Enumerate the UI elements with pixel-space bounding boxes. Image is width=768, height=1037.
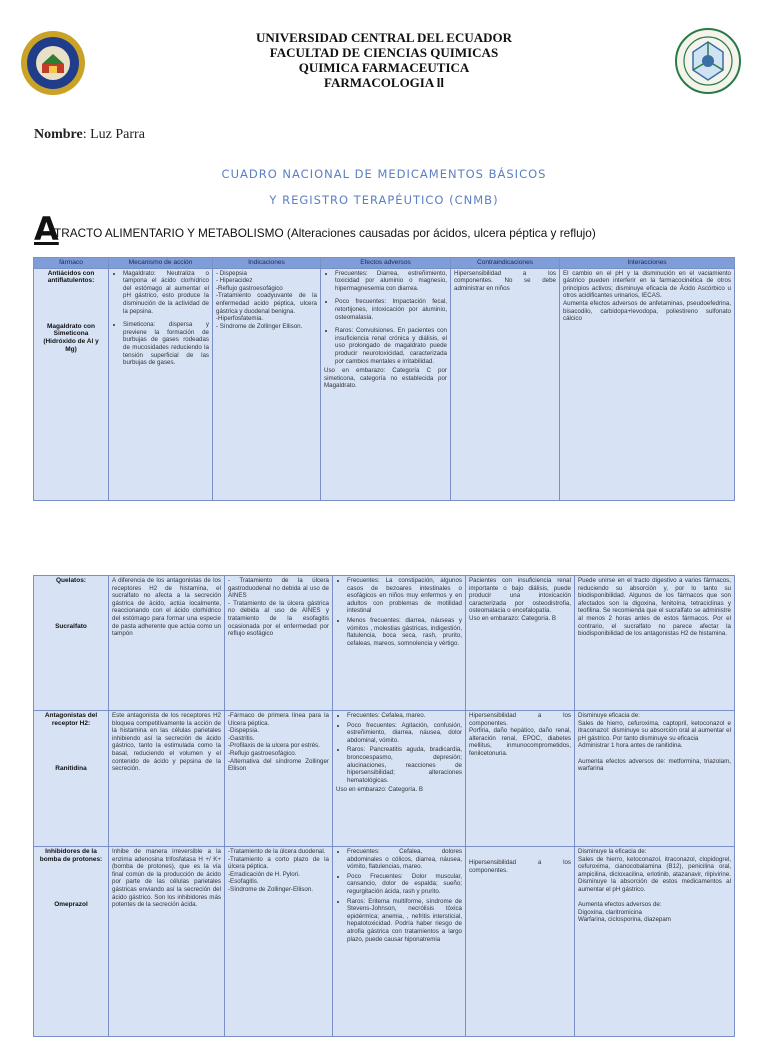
- mechanism-cell: [109, 711, 225, 847]
- mechanism-cell: [109, 847, 225, 1037]
- student-name: [34, 127, 145, 143]
- table-row: [34, 847, 735, 1037]
- mechanism-cell: [109, 268, 213, 500]
- drug-name: Omeprazol: [54, 901, 88, 909]
- list-item: • Raros: Pancreatitis aguda, bradicardia, broncoespasmo, depresión; alucinaciones, reacciones de hipersensibilidad; alteraciones hematológicas.: [347, 746, 462, 784]
- list-item: • Raros: Eritema multiforme, síndrome de Stevens-Johnson, necrólisis tóxica epidérmica; anemia, , nefritis intersticial, hepatotoxicidad. Podría haber riesgo de atrofia gástrica con tratamientos a largo plazo, puede causar hiponatremia: [347, 898, 462, 944]
- drug-cell: [34, 268, 109, 500]
- interactions-cell: [575, 576, 735, 711]
- col-header: Contraindicaciones: [451, 258, 560, 269]
- adverse-effects-cell: [333, 576, 466, 711]
- pregnancy-note: Uso en embarazo: Categoría. B: [336, 786, 424, 794]
- interactions-text: Puede unirse en el tracto digestivo a varios fármacos, reduciendo su absorción y, por lo tanto su biodisponibilidad. Algunos de los fármacos que son afectados son la digoxina, fenitoína, tetraciclinas y teofilina. Se recomienda que el sucralfato se administre al menos 2 horas antes de estos fármacos. Por el contrario, el sucralfato no parece afectar la biodisponibilidad de los antagonistas H2 de histamina.: [578, 577, 731, 638]
- table-row: [34, 576, 735, 711]
- contraindications-cell: [466, 576, 575, 711]
- adverse-effects-cell: [333, 711, 466, 847]
- drug-group: Antiácidos con antiflatulentos:: [47, 269, 95, 285]
- section-heading: [34, 210, 734, 248]
- contraindications-text: Hipersensibilidad a los componentes.: [469, 859, 571, 874]
- section-title: TRACTO ALIMENTARIO Y METABOLISMO (Alteraciones causadas por ácidos, ulcera péptica y reflujo): [54, 226, 596, 240]
- indications-text: -Fármaco de primera línea para la Ulcera péptica. -Dispepsia. -Gastritis. -Profilaxis de la ulcera por estrés. -Reflujo gastroesofágico. -Alternativa del síndrome Zollinger Ellison: [228, 712, 329, 773]
- col-header: Indicaciones: [213, 258, 321, 269]
- drug-cell: [34, 576, 109, 711]
- list-item: • Frecuentes: Cefalea, mareo.: [347, 712, 462, 720]
- interactions-text: El cambio en el pH y la disminución en el vaciamiento gástrico pueden interferir en la farmacocinética de otros principios activos; disminuye eficacia de Ácido Ascórbico u otros acidificantes urinarios, IECAS. Aumenta efectos adversos de anfetaminas, pseudoefedrina, bisacodilo, carbidopa+levodopa, poliestireno sulfonato cálcico: [563, 269, 731, 323]
- table-row: [34, 711, 735, 847]
- list-item: • Frecuentes: Diarrea, estreñimiento, toxicidad por aluminio o magnesio, hipermagnesemia con diarrea.: [335, 270, 447, 293]
- list-item: • Magaldrato: Neutraliza o tampona el ácido clorhídrico del estómago al aumentar el pH gástrico, esto produce la disminución de la actividad de la pepsina.: [123, 270, 209, 316]
- drug-cell: [34, 711, 109, 847]
- drug-cell: [34, 847, 109, 1037]
- drug-name: Ranitidina: [55, 765, 87, 773]
- indications-cell: [225, 576, 333, 711]
- indications-cell: [213, 268, 321, 500]
- drug-table-1: [33, 257, 735, 501]
- adverse-effects-cell: [321, 268, 451, 500]
- header-subject: FARMACOLOGIA ll: [323, 75, 444, 90]
- contraindications-cell: [466, 847, 575, 1037]
- interactions-text: Disminuye la eficacia de: Sales de hierro, ketoconazol, itraconazol, clopidogrel, cefuroxima, cianocobalamina (B12), penicilina oral, ampicilina, dicloxacilina, erlotinib, atazanavir, rilpivirine. Disminuye la absorción de estos medicamentos al aumentar el pH gástrico. Aumenta efectos adversos de: Digoxina, claritromicina Warfarina, ciclosporina, diazepam: [578, 848, 731, 924]
- indications-text: -Tratamiento de la úlcera duodenal. -Tratamiento a corto plazo de la úlcera péptica. -Erradicación de H. Pylori. -Esofagitis. -Síndrome de Zollinger-Ellison.: [228, 848, 329, 893]
- list-item: • Frecuentes: Cefalea, dolores abdominales o cólicos, diarrea, náusea, vómito, flatulencias, mareo.: [347, 848, 462, 871]
- list-item: • Poco frecuentes: Impactación fecal, retortijones, intoxicación por aluminio, osteomalasia.: [335, 298, 447, 321]
- list-item: • Simeticona: dispersa y previene la formación de burbujas de gases rodeadas de mucosidades reduciendo la tensión superficial de las burbujas de gases.: [123, 321, 209, 367]
- contraindications-text: Hipersensibilidad a los componentes. Porfiria, daño hepático, daño renal, alteración renal, EPOC, diabetes mellitus, inmunocomprometidos, fenilcetonuria.: [469, 712, 571, 757]
- drug-table-2: [33, 575, 735, 1037]
- contraindications-cell: [451, 268, 560, 500]
- interactions-cell: [575, 847, 735, 1037]
- contraindications-text: Pacientes con insuficiencia renal importante o bajo diálisis, puede producir una intoxicación caracterizada por osteodistrofia, osteomalacia o encefalopatía. Uso en embarazo: Categoría. B: [469, 577, 571, 622]
- indications-text: - Tratamiento de la úlcera gastroduodenal no debida al uso de AINES - Tratamiento de la úlcera gástrica no debida al uso de AINES y tratamiento de la esofagitis ocasionada por el enfermedad por reflujo esofágico: [228, 577, 329, 638]
- pregnancy-note: Uso en embarazo: Categoría C por simeticona, categoría no establecida por Magaldrato.: [324, 367, 447, 390]
- mechanism-text: A diferencia de los antagonistas de los receptores H2 de histamina, el sucralfato no afecta a la secreción gástrica de ácido, actúa localmente, reaccionando con el ácido clorhídrico del estómago para formar una especie de pasta adherente que actúa como un tampón: [112, 577, 221, 638]
- drug-group: Quelatos:: [56, 577, 86, 584]
- table-header-row: [34, 258, 735, 269]
- mechanism-cell: [109, 576, 225, 711]
- drug-group: Antagonistas del receptor H2:: [44, 712, 98, 727]
- document-header: [0, 30, 768, 90]
- list-item: • Menos frecuentes: diarrea, náuseas y vómitos , molestias gástricas, indigestión, flatulencia, boca seca, rash, prurito, cefaleas, mareos, somnolencia y vértigo.: [347, 617, 462, 647]
- name-label: Nombre: [34, 127, 83, 142]
- document-title-line1: CUADRO NACIONAL DE MEDICAMENTOS BÁSICOS: [221, 167, 547, 181]
- list-item: • Poco frecuentes: Agitación, confusión, estreñimiento, diarrea, náusea, dolor abdominal, vómito.: [347, 722, 462, 745]
- interactions-cell: [560, 268, 735, 500]
- indications-cell: [225, 847, 333, 1037]
- adverse-effects-cell: [333, 847, 466, 1037]
- list-item: • Poco Frecuentes: Dolor muscular, cansancio, dolor de espalda; sueño; regurgitación ácida, rash y prurito.: [347, 873, 462, 896]
- col-header: fármaco: [34, 258, 109, 269]
- name-value: : Luz Parra: [82, 127, 145, 142]
- drug-name: Sucralfato: [55, 622, 87, 630]
- indications-cell: [225, 711, 333, 847]
- col-header: Mecanismo de acción: [109, 258, 213, 269]
- drug-group: Inhibidores de la bomba de protones:: [39, 848, 103, 863]
- header-career: QUIMICA FARMACEUTICA: [298, 60, 470, 75]
- header-faculty: FACULTAD DE CIENCIAS QUIMICAS: [269, 45, 499, 60]
- table-row: [34, 268, 735, 500]
- drug-name: Magaldrato con Simeticona (Hidróxido de Al y Mg): [43, 322, 99, 353]
- mechanism-text: Este antagonista de los receptores H2 bloquea competitivamente la acción de la histamina en las células parietales inhibiendo así la secreción de ácido gástrico, tanto la estimulada como la basal, reduciendo el volumen y el contenido de ácido y pepsina de la secreción.: [112, 712, 221, 773]
- list-item: • Raros: Convulsiones. En pacientes con insuficiencia renal crónica y diálisis, el uso prolongado de magaldrato puede producir neurotoxicidad, caracterizada por cambios mentales e irritabilidad.: [335, 327, 447, 365]
- list-item: • Frecuentes: La constipación, algunos casos de bezoares intestinales o esofágicos en niños muy enfermos y en adultos con problemas de motilidad intestinal: [347, 577, 462, 615]
- col-header: Efectos adversos: [321, 258, 451, 269]
- contraindications-cell: [466, 711, 575, 847]
- document-title-line2: Y REGISTRO TERAPÉUTICO (CNMB): [269, 193, 499, 207]
- header-university: UNIVERSIDAD CENTRAL DEL ECUADOR: [255, 30, 513, 45]
- col-header: Interacciones: [560, 258, 735, 269]
- section-letter: A: [34, 210, 59, 248]
- interactions-text: Disminuye eficacia de: Sales de hierro, cefuroxima, captopril, ketoconazol e itraconazol: disminuye su absorción oral al aumentar el pH gástrico. Por tanto disminuye su eficacia Administrar 1 hora antes de ranitidina. Aumenta efectos adversos de: metformina, triazolam, warfarina: [578, 712, 731, 773]
- interactions-cell: [575, 711, 735, 847]
- indications-text: - Dispepsia - Hiperacidez -Reflujo gastroesofágico -Tratamiento coadyuvante de la enfermedad acido péptica, ulcera gástrica y duodenal benigna. -Hiperfosfatemia. - Síndrome de Zollinger Ellison.: [216, 269, 317, 330]
- contraindications-text: Hipersensibilidad a los componentes. No se debe administrar en niños: [454, 269, 556, 292]
- mechanism-text: Inhibe de manera irreversible a la enzima adenosina trifosfatasa H +/ K+ (bomba de protones), que es la vía final común de la producción de ácido por parte de las células parietales gástricas enviando así la secreción del ácido gástrico. Son los inhibidores más potentes de la secreción ácida.: [112, 848, 221, 909]
